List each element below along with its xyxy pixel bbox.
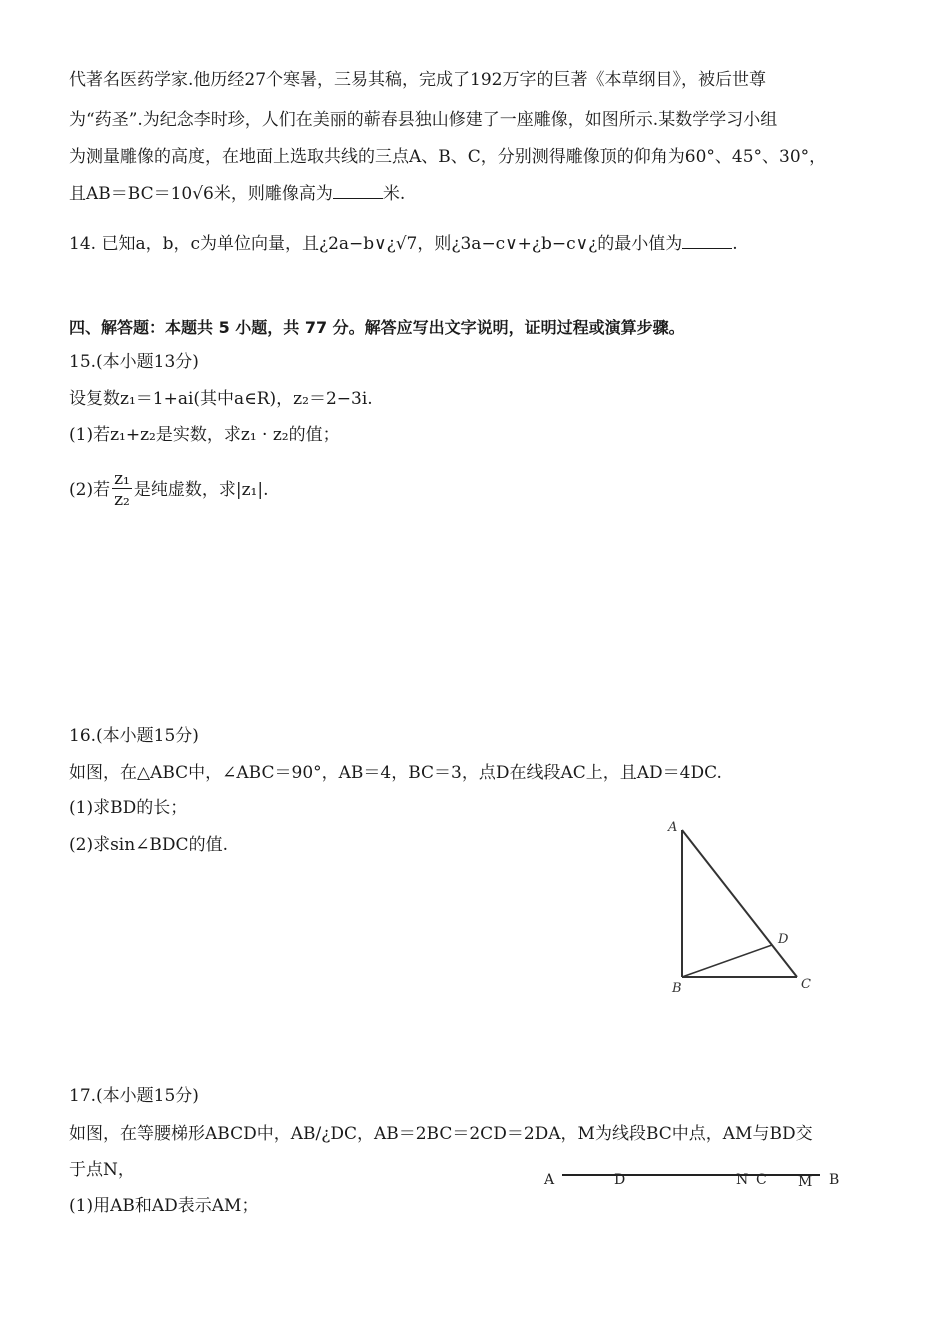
label-m: M: [798, 1174, 813, 1190]
label-a: A: [668, 820, 678, 835]
triangle-figure: [660, 815, 850, 1005]
q15-part2-prefix: (2)若: [69, 480, 111, 500]
answer-blank: [333, 184, 383, 199]
q15-part2: [69, 470, 269, 511]
label-d: D: [614, 1172, 626, 1188]
label-n: N: [736, 1172, 749, 1188]
q14-text: 14. 已知a，b，c为单位向量，且¿2a−b∨¿√7，则¿3a−c∨+¿b−c∨¿的最小值为: [69, 234, 683, 254]
q14-line: [69, 232, 738, 256]
q17-stem-1: 如图，在等腰梯形ABCD中，AB/¿DC，AB＝2BC＝2CD＝2DA，M为线段BC中点，AM与BD交: [69, 1124, 813, 1144]
label-b: B: [672, 981, 682, 996]
q16-title: 16.(本小题15分): [69, 726, 199, 746]
q14-end: .: [732, 234, 738, 254]
label-d: D: [778, 932, 789, 947]
q15-part2-suffix: 是纯虚数，求|z₁|.: [133, 480, 269, 500]
q13-line-4-end: 米.: [382, 184, 406, 204]
q13-line-2: 为“药圣”.为纪念李时珍，人们在美丽的蕲春县独山修建了一座雕像，如图所示.某数学学习小组: [69, 110, 778, 130]
trapezoid-figure: [538, 1166, 848, 1196]
q17-stem-2: 于点N，: [69, 1160, 135, 1180]
segment-ac: [682, 830, 797, 977]
segment-bd: [682, 945, 772, 977]
q15-part1: (1)若z₁+z₂是实数，求z₁ · z₂的值；: [69, 425, 340, 445]
q13-line-4-text: 且AB＝BC＝10√6米，则雕像高为: [69, 184, 333, 204]
q13-line-3: 为测量雕像的高度，在地面上选取共线的三点A、B、C，分别测得雕像顶的仰角为60°、45°、30°，: [69, 147, 827, 167]
q16-stem: 如图，在△ABC中，∠ABC＝90°，AB＝4，BC＝3，点D在线段AC上，且AD＝4DC.: [69, 763, 722, 783]
label-c: C: [801, 977, 811, 992]
fraction: [112, 470, 132, 511]
answer-blank: [682, 234, 732, 249]
label-b: B: [829, 1172, 840, 1188]
fraction-denominator: z₂: [114, 490, 130, 510]
fraction-numerator: z₁: [114, 469, 130, 489]
q17-title: 17.(本小题15分): [69, 1086, 199, 1106]
q17-part1: (1)用AB和AD表示AM；: [69, 1196, 259, 1216]
q16-part2: (2)求sin∠BDC的值.: [69, 835, 228, 855]
q15-stem: 设复数z₁＝1+ai(其中a∈R)，z₂＝2−3i.: [69, 389, 373, 409]
section-heading: 四、解答题：本题共 5 小题，共 77 分。解答应写出文字说明，证明过程或演算步骤。: [69, 318, 685, 337]
q13-line-4: [69, 182, 405, 206]
q16-part1: (1)求BD的长；: [69, 798, 188, 818]
q13-line-1: 代著名医药学家.他历经27个寒暑，三易其稿，完成了192万字的巨著《本草纲目》，被后世尊: [69, 70, 766, 90]
label-c: C: [756, 1172, 767, 1188]
q15-title: 15.(本小题13分): [69, 352, 199, 372]
label-a: A: [544, 1172, 555, 1188]
